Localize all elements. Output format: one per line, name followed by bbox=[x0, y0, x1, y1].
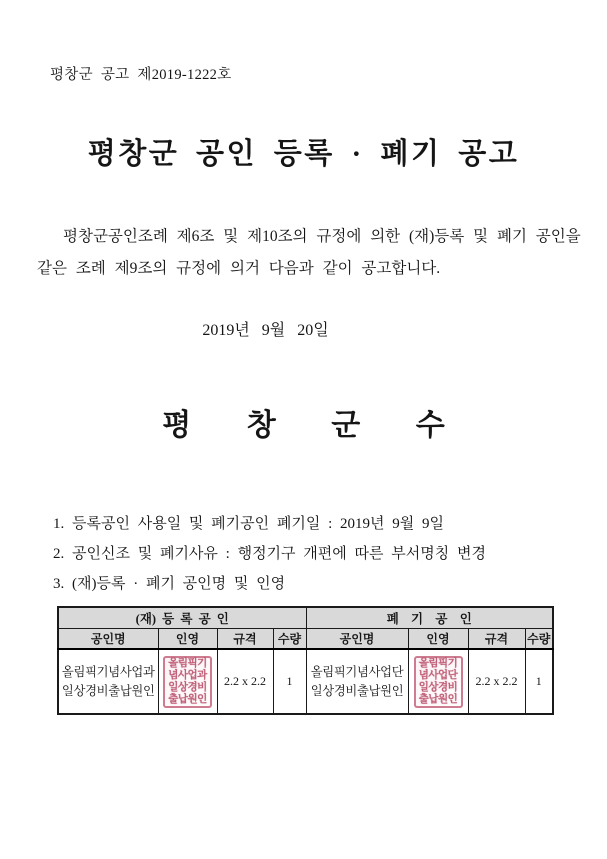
registered-seal-image bbox=[163, 656, 212, 708]
registered-seal-qty: 1 bbox=[273, 649, 306, 714]
seal-name-line: 올림픽기념사업과 bbox=[61, 664, 155, 679]
registered-seal-cell bbox=[158, 649, 217, 714]
group-header-registered: (재) 등 록 공 인 bbox=[58, 607, 306, 629]
seal-text-row: 출납원인 bbox=[418, 693, 458, 705]
seal-text-row: 올림픽기 bbox=[418, 657, 458, 669]
col-header-qty-registered: 수량 bbox=[273, 629, 306, 650]
notice-number: 평창군 공고 제2019-1222호 bbox=[50, 67, 232, 83]
registered-seal-size: 2.2 x 2.2 bbox=[217, 649, 273, 714]
seal-text-row: 출납원인 bbox=[168, 693, 207, 705]
body-line: 평창군공인조례 제6조 및 제10조의 규정에 의한 (재)등록 및 폐기 공인을 bbox=[63, 228, 581, 245]
col-header-seal-disposed: 인영 bbox=[408, 629, 468, 650]
issuer-name: 평 창 군 수 bbox=[162, 409, 445, 442]
group-header-disposed: 폐 기 공 인 bbox=[306, 607, 553, 629]
body-line: 같은 조례 제9조의 규정에 의거 다음과 같이 공고합니다. bbox=[37, 260, 441, 277]
registered-seal-name bbox=[58, 649, 158, 714]
col-header-name-disposed: 공인명 bbox=[306, 629, 408, 650]
announcement-list bbox=[53, 509, 573, 599]
list-item-seal-names: 3. (재)등록 · 폐기 공인명 및 인영 bbox=[53, 576, 286, 592]
list-item-use-date: 1. 등록공인 사용일 및 폐기공인 폐기일 : 2019년 9월 9일 bbox=[53, 516, 444, 532]
table-row bbox=[58, 649, 553, 714]
document-title: 평창군 공인 등록 · 폐기 공고 bbox=[87, 138, 520, 170]
disposed-seal-name bbox=[306, 649, 408, 714]
seal-text-row: 념사업과 bbox=[168, 669, 207, 681]
disposed-seal-qty: 1 bbox=[525, 649, 553, 714]
seal-text-row: 일상경비 bbox=[418, 681, 458, 693]
col-header-seal-registered: 인영 bbox=[158, 629, 217, 650]
seal-name-line: 올림픽기념사업단 bbox=[310, 664, 404, 679]
seal-name-line: 일상경비출납원인 bbox=[310, 683, 404, 698]
seal-text-row: 올림픽기 bbox=[168, 657, 207, 669]
issue-date: 2019년 9월 20일 bbox=[202, 322, 329, 339]
seal-text-row: 념사업단 bbox=[418, 669, 458, 681]
seal-table bbox=[57, 606, 554, 715]
col-header-qty-disposed: 수량 bbox=[525, 629, 553, 650]
disposed-seal-size: 2.2 x 2.2 bbox=[468, 649, 525, 714]
col-header-size-disposed: 규격 bbox=[468, 629, 525, 650]
table-column-header-row bbox=[58, 629, 553, 650]
col-header-size-registered: 규격 bbox=[217, 629, 273, 650]
seal-text-row: 일상경비 bbox=[168, 681, 207, 693]
body-paragraph bbox=[37, 221, 581, 285]
col-header-name-registered: 공인명 bbox=[58, 629, 158, 650]
seal-name-line: 일상경비출납원인 bbox=[61, 683, 155, 698]
table-group-header-row bbox=[58, 607, 553, 629]
disposed-seal-image bbox=[414, 656, 463, 708]
list-item-reason: 2. 공인신조 및 폐기사유 : 행정기구 개편에 따른 부서명칭 변경 bbox=[53, 546, 486, 562]
disposed-seal-cell bbox=[408, 649, 468, 714]
